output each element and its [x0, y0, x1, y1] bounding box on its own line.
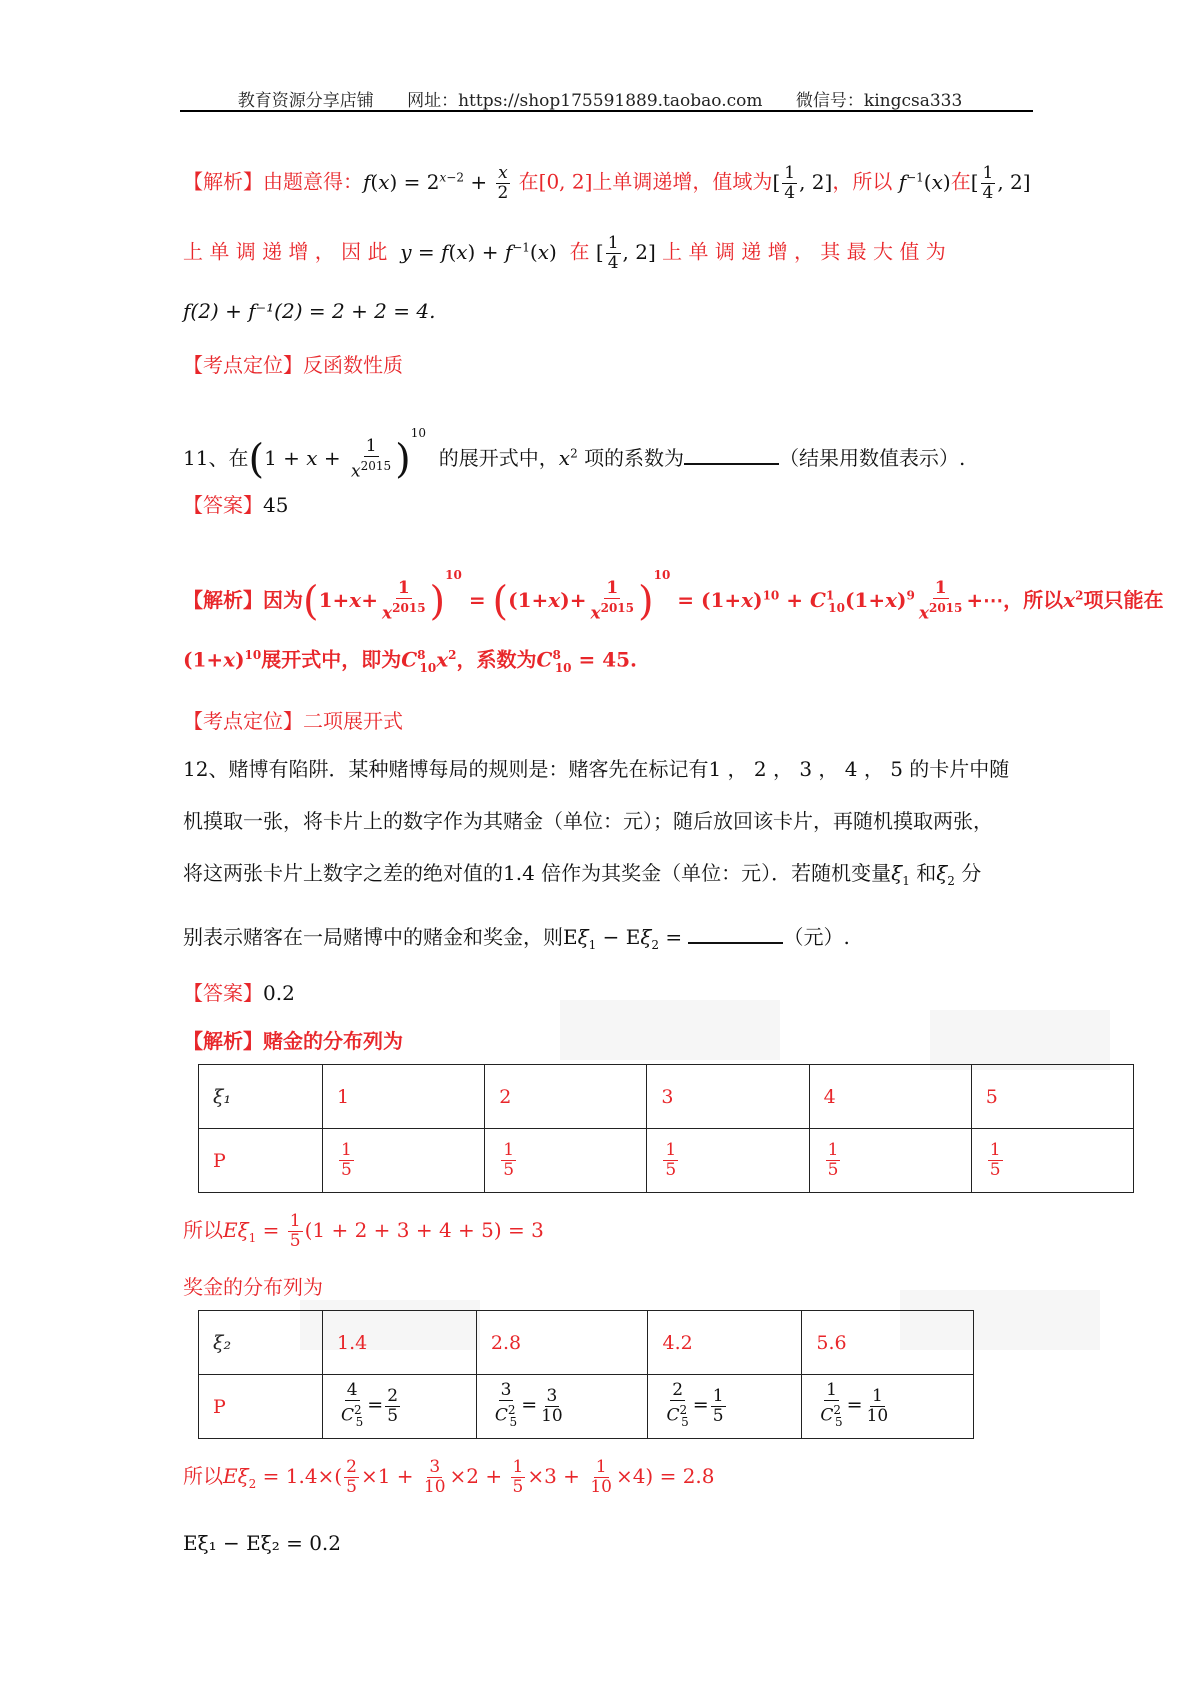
q11-answer: 【答案】45 — [183, 493, 289, 517]
q10-kaodian: 【考点定位】反函数性质 — [183, 353, 403, 377]
header-rule — [180, 110, 1033, 112]
q11-analysis-line1: 【解析】因为(1+x+ $\frac{1}{x^{2015}}$ )$^{10}$ = ((1+x)+ $\frac{1}{x^{2015}}$ )$^{10} = (1+x)^{10} + C^1_{10}(1+x)^9$ $\frac{1}{x^{2015}}$ +⋯，所以$x^2$项只能在 — [183, 568, 1164, 625]
table-head-xi1: ξ₁ — [199, 1065, 323, 1129]
header-wechat: 微信号：kingcsa333 — [795, 91, 963, 111]
table-cell: 2.8 — [476, 1311, 648, 1375]
watermark — [930, 1010, 1110, 1070]
table-head-p: P — [199, 1375, 323, 1439]
q12-line4: 别表示赌客在一局赌博中的赌金和奖金，则$E\xi_1 - E\xi_2$ = （元）. — [183, 925, 850, 952]
q10-analysis-line1: 【解析】由题意得：$f(x) = 2^{x-2}$ + $\frac{x}{2}$ 在[0, 2]上单调递增，值域为[ $\frac{1}{4}$ , 2]，所以 $f^{-1}(x)$在[ $\frac{1}{4}$ , 2] — [183, 162, 1031, 203]
q12-line2: 机摸取一张，将卡片上的数字作为其赌金（单位：元）；随后放回该卡片，再随机摸取两张， — [183, 809, 993, 833]
q12-line3: 将这两张卡片上数字之差的绝对值的1.4 倍作为其奖金（单位：元）．若随机变量$\xi_1$ 和$\xi_2$ 分 — [183, 861, 982, 888]
wager-distribution-table: ξ₁ 1 2 3 4 5 P $\frac{1}{5}$ $\frac{1}{5}$ $\frac{1}{5}$ $\frac{1}{5}$ $\frac{1}{5}$ — [198, 1064, 1134, 1193]
prize-distribution-table: ξ₂ 1.4 2.8 4.2 5.6 P $\frac{4}{C^2_5}$ = $\frac{2}{5}$ $\frac{3}{C^2_5}$ = $\frac{3}{10}$ $\frac{2}{C^2_5}$ = $\frac{1}{5}$ $\frac{1}{C^2_5}$ = $\frac{1}{10}$ — [198, 1310, 974, 1439]
q12-expect2: 所以$E\xi_2 = 1.4\times$( $\frac{2}{5}$ ×1 + $\frac{3}{10}$ ×2 + $\frac{1}{5}$ ×3 + $\frac{1}{10}$ ×4) = 2.8 — [183, 1457, 715, 1497]
table-cell: 5.6 — [802, 1311, 974, 1375]
q12-answer-blank — [688, 924, 783, 944]
q11-answer-blank — [684, 445, 779, 465]
q12-line1: 12、赌博有陷阱．某种赌博每局的规则是：赌客先在标记有1 ， 2 ， 3 ， 4 ， 5 的卡片中随 — [183, 757, 1010, 781]
header-site: 网址：https://shop175591889.taobao.com — [407, 91, 763, 111]
q12-final: Eξ₁ − Eξ₂ = 0.2 — [183, 1531, 342, 1555]
q11-question: 11、在(1 + x + $\frac{1}{x^{2015}}$ )$^{10}$ 的展开式中，$x^2$ 项的系数为 （结果用数值表示）. — [183, 426, 966, 483]
page-header — [0, 86, 1200, 111]
table-cell: 4.2 — [648, 1311, 802, 1375]
table-cell: 2 — [485, 1065, 647, 1129]
q11-kaodian: 【考点定位】二项展开式 — [183, 709, 403, 733]
q11-analysis-line2: $(1+x)^{10}$展开式中，即为$C^8_{10}x^2$，系数为$C^8_{10} = 45$. — [183, 647, 637, 675]
table-cell: 4 — [809, 1065, 971, 1129]
q12-answer: 【答案】0.2 — [183, 981, 295, 1005]
table-cell: 1.4 — [323, 1311, 477, 1375]
q10-analysis-tag: 【解析】 — [183, 169, 263, 194]
q10-analysis-line3: f(2) + f⁻¹(2) = 2 + 2 = 4. — [183, 299, 436, 323]
q12-expect1: 所以$E\xi_1$ = $\frac{1}{5}$ (1 + 2 + 3 + 4 + 5) = 3 — [183, 1211, 544, 1251]
table-cell: 1 — [323, 1065, 485, 1129]
table-head-xi2: ξ₂ — [199, 1311, 323, 1375]
table-cell: 3 — [647, 1065, 809, 1129]
q12-analysis-caption2: 奖金的分布列为 — [183, 1275, 323, 1299]
q10-analysis-line2: 上 单 调 递 增 ， 因 此 $y = f(x) + f^{-1}(x)$ 在 [ $\frac{1}{4}$ , 2] 上 单 调 递 增 ， 其 最 大 值 为 — [183, 232, 946, 273]
table-head-p: P — [199, 1129, 323, 1193]
watermark — [560, 1000, 780, 1060]
q12-analysis-caption1: 【解析】赌金的分布列为 — [183, 1029, 403, 1053]
header-shop: 教育资源分享店铺 — [237, 91, 374, 111]
table-cell: 5 — [971, 1065, 1133, 1129]
